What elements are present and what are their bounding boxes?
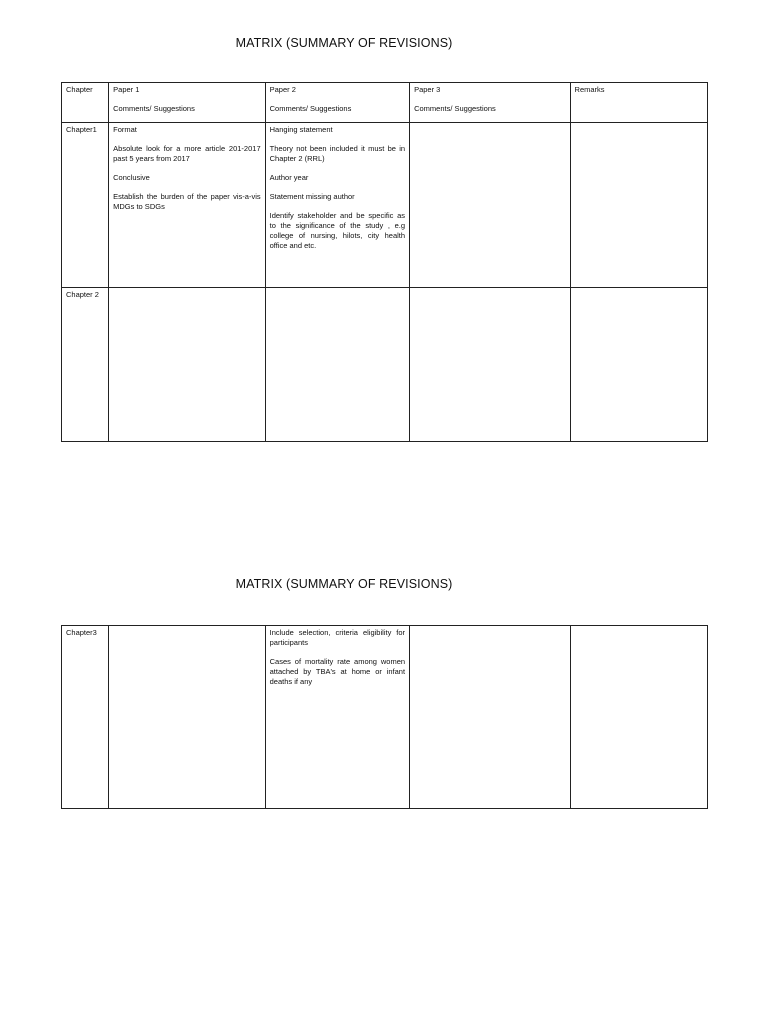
chapter-cell bbox=[62, 123, 109, 288]
comment-text: Theory not been included it must be in Chapter 2 (RRL) bbox=[269, 144, 406, 163]
header-remarks-label: Remarks bbox=[574, 85, 605, 94]
comment-text: Conclusive bbox=[113, 173, 150, 182]
revision-matrix-table bbox=[61, 625, 708, 809]
comment-text: Identify stakeholder and be specific as to the significance of the study , e.g college of nursing, hilots, city health office and etc. bbox=[269, 211, 406, 250]
header-remarks bbox=[570, 83, 707, 123]
header-paper-1-label: Paper 1 bbox=[113, 85, 140, 94]
header-paper-3-sub: Comments/ Suggestions bbox=[414, 104, 496, 113]
header-chapter-label: Chapter bbox=[66, 85, 93, 94]
page-title: MATRIX (SUMMARY OF REVISIONS) bbox=[235, 577, 453, 591]
chapter-cell bbox=[62, 626, 109, 809]
paper-1-cell bbox=[109, 626, 265, 809]
remarks-cell bbox=[570, 626, 707, 809]
chapter-cell bbox=[62, 288, 109, 442]
chapter-label: Chapter 2 bbox=[66, 290, 99, 299]
header-paper-2-sub: Comments/ Suggestions bbox=[269, 104, 352, 113]
comment-text: Hanging statement bbox=[269, 125, 333, 134]
comment-text: Establish the burden of the paper vis-a-vis MDGs to SDGs bbox=[113, 192, 261, 211]
table-row bbox=[62, 626, 708, 809]
comment-text: Cases of mortality rate among women attached by TBA's at home or infant deaths if any bbox=[269, 657, 406, 686]
remarks-cell bbox=[570, 123, 707, 288]
comment-text: Author year bbox=[269, 173, 309, 182]
remarks-cell bbox=[570, 288, 707, 442]
table-row bbox=[62, 123, 708, 288]
header-paper-2 bbox=[265, 83, 409, 123]
chapter-label: Chapter1 bbox=[66, 125, 97, 134]
paper-3-cell bbox=[410, 123, 570, 288]
header-chapter bbox=[62, 83, 109, 123]
comment-text: Include selection, criteria eligibility for participants bbox=[269, 628, 406, 647]
header-paper-2-label: Paper 2 bbox=[269, 85, 296, 94]
header-paper-3 bbox=[410, 83, 570, 123]
header-paper-1-sub: Comments/ Suggestions bbox=[113, 104, 195, 113]
paper-1-cell bbox=[109, 288, 265, 442]
paper-2-cell bbox=[265, 626, 409, 809]
paper-1-cell bbox=[109, 123, 265, 288]
paper-2-cell bbox=[265, 123, 409, 288]
page-title: MATRIX (SUMMARY OF REVISIONS) bbox=[235, 36, 453, 50]
chapter-label: Chapter3 bbox=[66, 628, 97, 637]
header-paper-1 bbox=[109, 83, 265, 123]
revision-matrix-table bbox=[61, 82, 708, 442]
paper-3-cell bbox=[410, 288, 570, 442]
comment-text: Format bbox=[113, 125, 137, 134]
header-paper-3-label: Paper 3 bbox=[414, 85, 441, 94]
table-header-row bbox=[62, 83, 708, 123]
comment-text: Statement missing author bbox=[269, 192, 355, 201]
paper-3-cell bbox=[410, 626, 570, 809]
comment-text: Absolute look for a more article 201-2017 past 5 years from 2017 bbox=[113, 144, 261, 163]
table-row bbox=[62, 288, 708, 442]
paper-2-cell bbox=[265, 288, 409, 442]
